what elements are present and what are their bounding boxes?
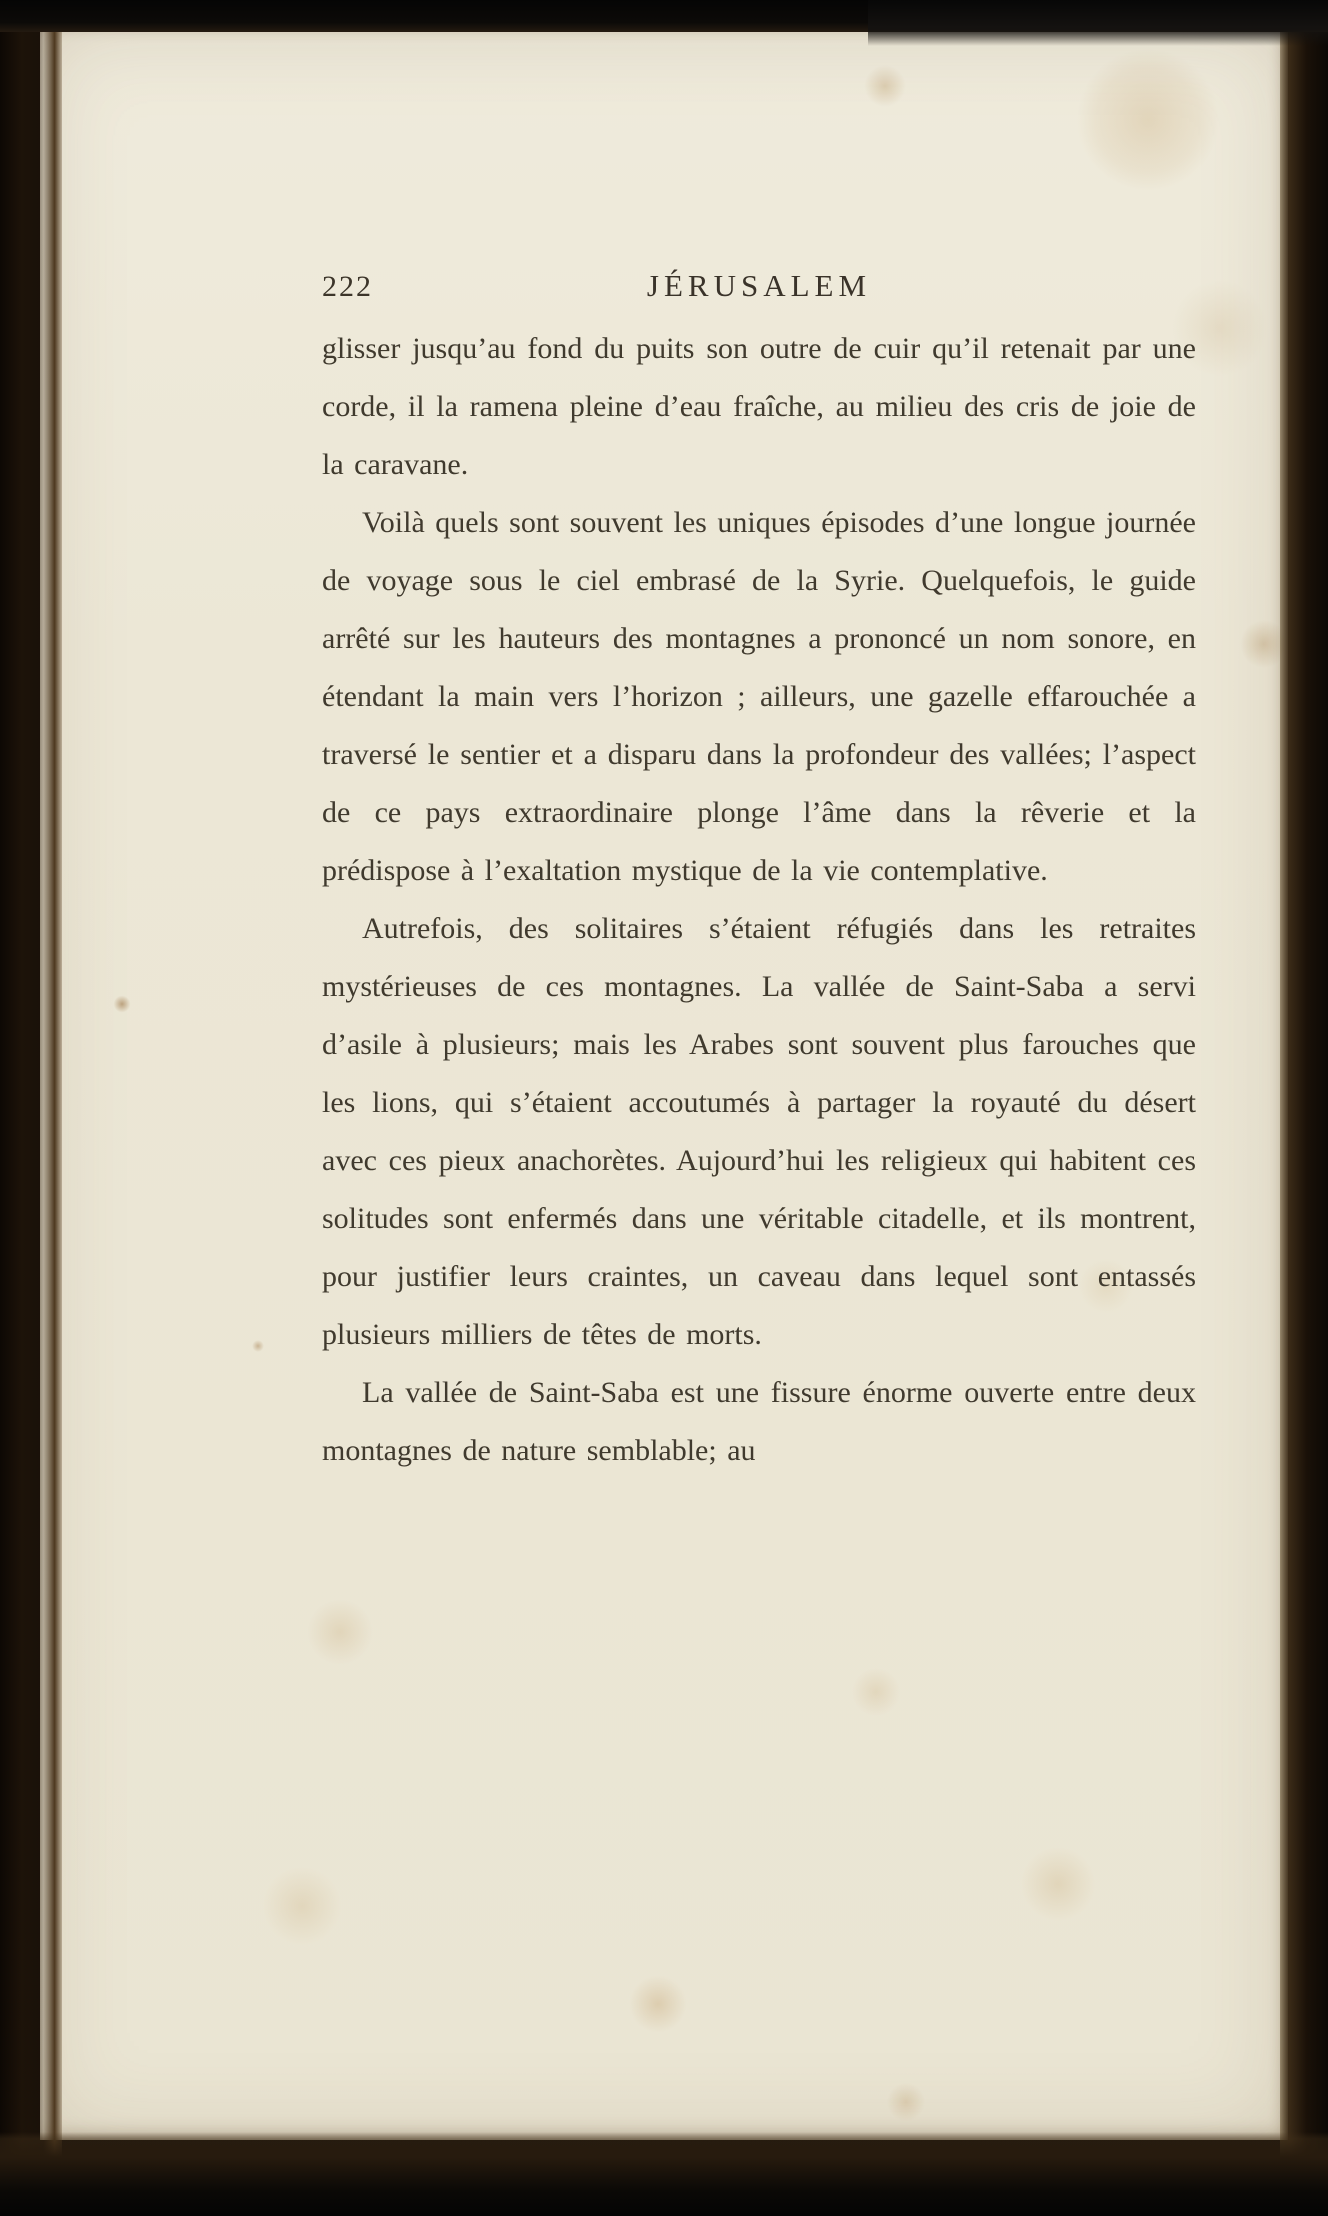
book-page (40, 28, 1288, 2140)
page-body-text (322, 320, 1196, 1480)
scan-edge-top-right (868, 0, 1328, 46)
paragraph: Voilà quels sont souvent les uniques épisodes d’une longue journée de voyage sous le ciel embrasé de la Syrie. Quelquefois, le guide arrêté sur les hauteurs des montagnes a prononcé un nom sonore, en étendant la main vers l’horizon ; ailleurs, une gazelle effarouchée a traversé le sentier et a disparu dans la profondeur des vallées; l’aspect de ce pays extraordinaire plonge l’âme dans la rêverie et la prédispose à l’exaltation mystique de la vie contemplative. (322, 506, 1196, 887)
running-head (322, 268, 1196, 312)
scan-edge-bottom (0, 2132, 1328, 2216)
running-title: JÉRUSALEM (646, 268, 872, 303)
paragraph: La vallée de Saint-Saba est une fissure énorme ouverte entre deux montagnes de nature semblable; au (322, 1376, 1196, 1467)
paragraph: Autrefois, des solitaires s’étaient réfugiés dans les retraites mystérieuses de ces montagnes. La vallée de Saint-Saba a servi d’asile à plusieurs; mais les Arabes sont souvent plus farouches que les lions, qui s’étaient accoutumés à partager la royauté du désert avec ces pieux anachorètes. Aujourd’hui les religieux qui habitent ces solitudes sont enfermés dans une véritable citadelle, et ils montrent, pour justifier leurs craintes, un caveau dans lequel sont entassés plusieurs milliers de têtes de morts. (322, 912, 1196, 1351)
page-number: 222 (322, 270, 373, 303)
scan-edge-right (1280, 0, 1328, 2216)
paragraph-continuation: glisser jusqu’au fond du puits son outre de cuir qu’il retenait par une corde, il la ramena pleine d’eau fraîche, au milieu des cris de joie de la caravane. (322, 332, 1196, 481)
scan-edge-left (0, 0, 62, 2216)
